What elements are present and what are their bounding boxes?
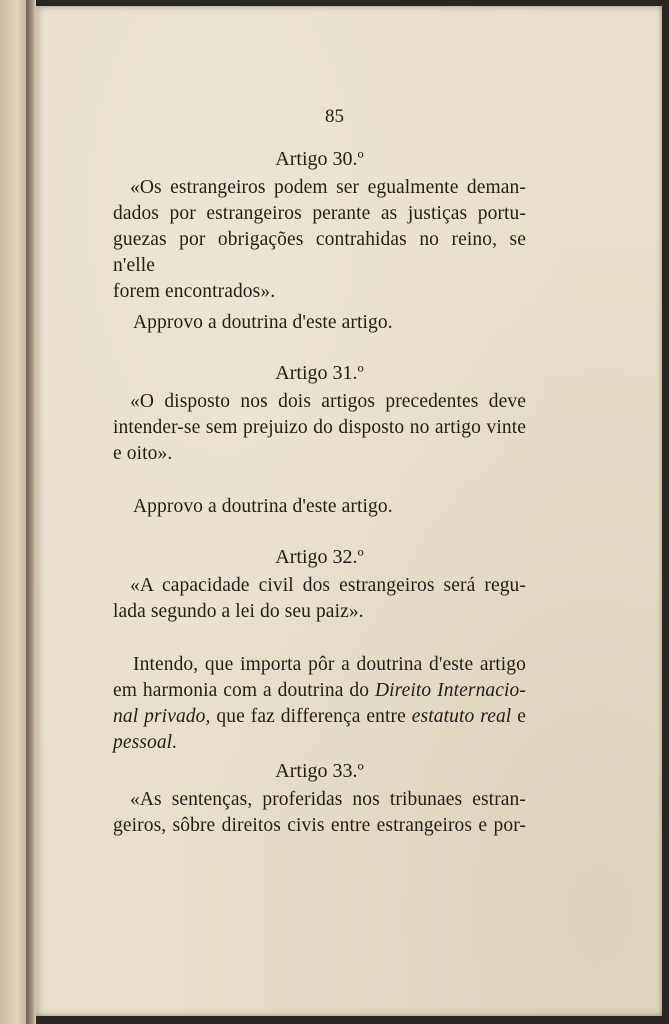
commentary-italic: estatuto real — [411, 706, 512, 727]
commentary-text: e — [511, 706, 526, 727]
page-number: 85 — [325, 106, 344, 127]
commentary-text: em harmonia com a doutrina do — [113, 680, 375, 701]
commentary-line: Approvo a doutrina d'este artigo. — [133, 496, 393, 517]
quote-line: lada segundo a lei do seu paiz». — [113, 601, 364, 622]
article-30-commentary — [113, 310, 526, 336]
article-32-quote — [113, 573, 526, 625]
commentary-italic: pessoal. — [113, 732, 178, 753]
commentary-italic: Direito Internacio- — [374, 680, 526, 701]
quote-line: guezas por obrigações contrahidas no reino, se n'elle — [113, 229, 526, 276]
commentary-line — [113, 678, 526, 704]
commentary-text: que faz differença entre — [210, 706, 412, 727]
quote-line: e oito». — [113, 443, 173, 464]
article-30-quote — [113, 175, 526, 305]
commentary-line: Intendo, que importa pôr a doutrina d'este artigo — [133, 654, 526, 675]
article-30-heading: Artigo 30.º — [275, 148, 364, 170]
commentary-line — [113, 730, 526, 756]
quote-line: forem encontrados». — [113, 281, 276, 302]
quote-line: geiros, sôbre direitos civis entre estrangeiros e por- — [113, 815, 526, 836]
quote-line: dados por estrangeiros perante as justiças portu- — [113, 203, 526, 224]
article-31-quote — [113, 389, 526, 467]
commentary-italic: nal privado, — [113, 706, 211, 727]
article-32-heading: Artigo 32.º — [275, 546, 364, 568]
quote-line: intender-se sem prejuizo do disposto no artigo vinte — [113, 417, 526, 438]
commentary-line — [113, 704, 526, 730]
quote-line: «As sentenças, proferidas nos tribunaes estran- — [130, 789, 526, 810]
article-31-heading: Artigo 31.º — [275, 362, 364, 384]
commentary-line: Approvo a doutrina d'este artigo. — [133, 312, 393, 333]
quote-line: «O disposto nos dois artigos precedentes deve — [130, 391, 526, 412]
quote-line: «A capacidade civil dos estrangeiros será regu- — [130, 575, 526, 596]
article-32-commentary — [113, 652, 526, 756]
article-31-commentary — [113, 494, 526, 520]
quote-line: «Os estrangeiros podem ser egualmente deman- — [130, 177, 526, 198]
article-33-heading: Artigo 33.º — [275, 760, 364, 782]
book-gutter — [26, 0, 36, 1024]
article-33-quote — [113, 787, 526, 839]
